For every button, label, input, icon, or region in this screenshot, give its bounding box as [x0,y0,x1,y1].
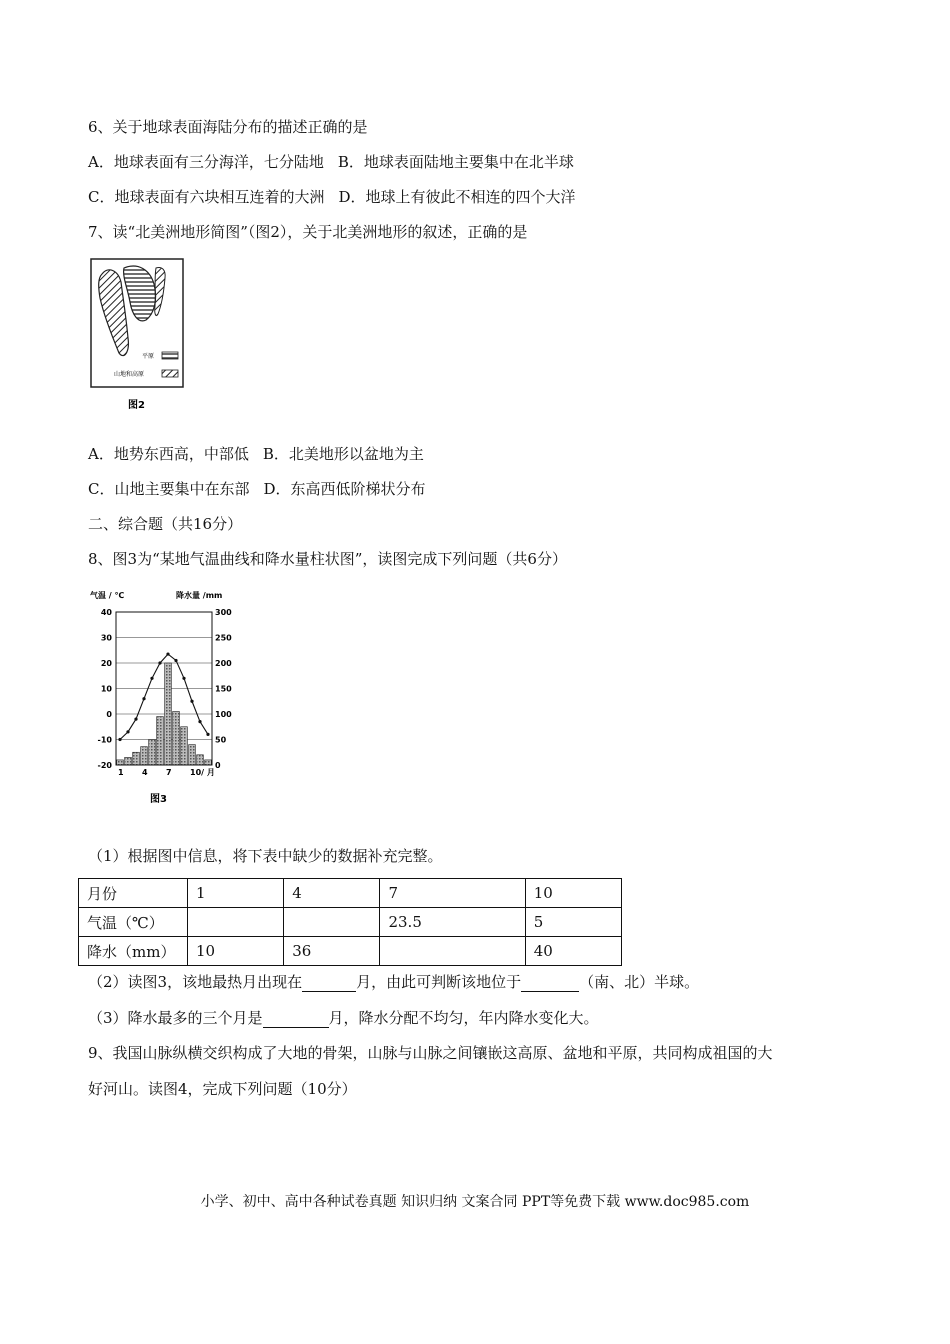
q7-stem: 7、读“北美洲地形简图”（图2），关于北美洲地形的叙述，正确的是 [88,223,528,241]
precipitation-bar [117,760,124,765]
precipitation-bar [173,711,180,765]
temperature-point [166,652,169,655]
hottest-month-blank[interactable] [302,975,356,992]
q8-sub3-text-b: 月，降水分配不均匀，年内降水变化大。 [328,1009,599,1027]
table-cell[interactable] [284,908,380,937]
q8-sub2-text-a: （2）读图3，该地最热月出现在 [88,973,303,991]
precipitation-bar [133,752,140,765]
q8-sub3-text-a: （3）降水最多的三个月是 [88,1009,263,1027]
q8-data-table [78,878,622,966]
q6-options-ab [88,152,574,172]
precipitation-bar [181,727,188,765]
table-cell: 36 [284,937,380,966]
table-row [79,908,622,937]
precipitation-bar [205,760,212,765]
table-cell: 4 [284,879,380,908]
precipitation-bar [197,755,204,765]
table-row-header: 降水（mm） [79,937,188,966]
temperature-point [126,730,129,733]
month-tick-label: 1 [118,768,124,777]
table-cell: 1 [188,879,284,908]
temperature-point [182,677,185,680]
q8-sub1: （1）根据图中信息，将下表中缺少的数据补充完整。 [88,847,443,865]
page-footer: 小学、初中、高中各种试卷真题 知识归纳 文案合同 PPT等免费下载 www.doc985.com [200,1194,750,1210]
temperature-point [142,697,145,700]
table-cell: 40 [525,937,621,966]
table-row-header: 气温（℃） [79,908,188,937]
table-cell[interactable] [380,937,525,966]
climate-chart-figure3 [88,584,248,810]
temp-tick-label: -10 [97,735,112,745]
temperature-point [134,718,137,721]
q8-sub3 [88,1008,599,1028]
legend-plain-label: 平原 [142,353,155,360]
q6-option-c: C．地球表面有六块相互连着的大洲 [88,188,325,206]
temp-tick-label: 20 [100,659,112,668]
temperature-point [206,733,209,736]
q7-option-d: D．东高西低阶梯状分布 [263,480,426,498]
figure3-caption: 图3 [150,794,167,805]
legend-mountain-swatch [162,370,178,377]
q7-options-cd [88,479,426,499]
q9-line1: 9、我国山脉纵横交织构成了大地的骨架，山脉与山脉之间镶嵌这高原、盆地和平原，共同构成祖国的大 [88,1044,773,1062]
month-tick-label: 4 [142,768,148,777]
q7-option-b: B．北美地形以盆地为主 [262,445,424,463]
table-row [79,937,622,966]
q8-sub2-text-b: 月，由此可判断该地位于 [356,973,522,991]
q6-option-a: A．地球表面有三分海洋，七分陆地 [88,153,324,171]
legend-mountain-label: 山地和高原 [114,371,145,378]
precip-tick-label: 200 [215,659,232,668]
temperature-point [118,738,121,741]
q6-stem: 6、关于地球表面海陆分布的描述正确的是 [88,118,368,136]
temperature-axis-label: 气温 / ℃ [90,591,125,600]
section2-heading: 二、综合题（共16分） [88,515,243,533]
figure2-caption: 图2 [128,400,145,411]
hemisphere-blank[interactable] [521,975,579,992]
temp-tick-label: 40 [100,608,112,617]
temperature-point [198,720,201,723]
q8-sub2-text-c: （南、北）半球。 [579,973,700,991]
table-cell: 5 [525,908,621,937]
temperature-line [120,654,208,739]
q6-options-cd [88,187,576,207]
legend-plain-swatch [162,352,178,359]
q8-sub2 [88,972,699,992]
temp-tick-label: -20 [97,761,112,770]
temp-tick-label: 0 [106,710,112,719]
precip-tick-label: 0 [215,761,221,770]
q7-option-c: C．山地主要集中在东部 [88,480,250,498]
precipitation-bar [141,747,148,765]
precipitation-bar [165,663,172,765]
precipitation-bar [149,740,156,766]
table-row-header: 月份 [79,879,188,908]
temperature-point [174,659,177,662]
table-cell: 10 [188,937,284,966]
temp-tick-label: 10 [100,684,112,694]
precip-tick-label: 50 [215,735,227,745]
wettest-months-blank[interactable] [263,1011,329,1028]
month-tick-label: 10/ 月 [190,768,215,777]
temperature-point [190,700,193,703]
month-tick-label: 7 [166,768,172,777]
table-cell: 7 [380,879,525,908]
q6-option-b: B．地球表面陆地主要集中在北半球 [337,153,574,171]
precipitation-bar [157,717,164,765]
precipitation-bar [189,745,196,765]
precip-tick-label: 250 [215,633,232,643]
q8-stem: 8、图3为“某地气温曲线和降水量柱状图”，读图完成下列问题（共6分） [88,550,567,568]
table-row [79,879,622,908]
table-cell[interactable] [188,908,284,937]
q9-line2: 好河山。读图4，完成下列问题（10分） [88,1080,357,1098]
north-america-map-figure [88,256,188,416]
temp-tick-label: 30 [100,633,112,643]
precipitation-bar [125,757,132,765]
temperature-point [158,661,161,664]
table-cell: 23.5 [380,908,525,937]
precip-tick-label: 300 [215,608,232,617]
temperature-point [150,677,153,680]
q7-options-ab [88,444,424,464]
q7-option-a: A．地势东西高，中部低 [88,445,249,463]
precipitation-axis-label: 降水量 /mm [176,591,223,600]
precip-tick-label: 100 [215,710,232,719]
table-cell: 10 [525,879,621,908]
precip-tick-label: 150 [215,684,232,694]
q6-option-d: D．地球上有彼此不相连的四个大洋 [338,188,576,206]
